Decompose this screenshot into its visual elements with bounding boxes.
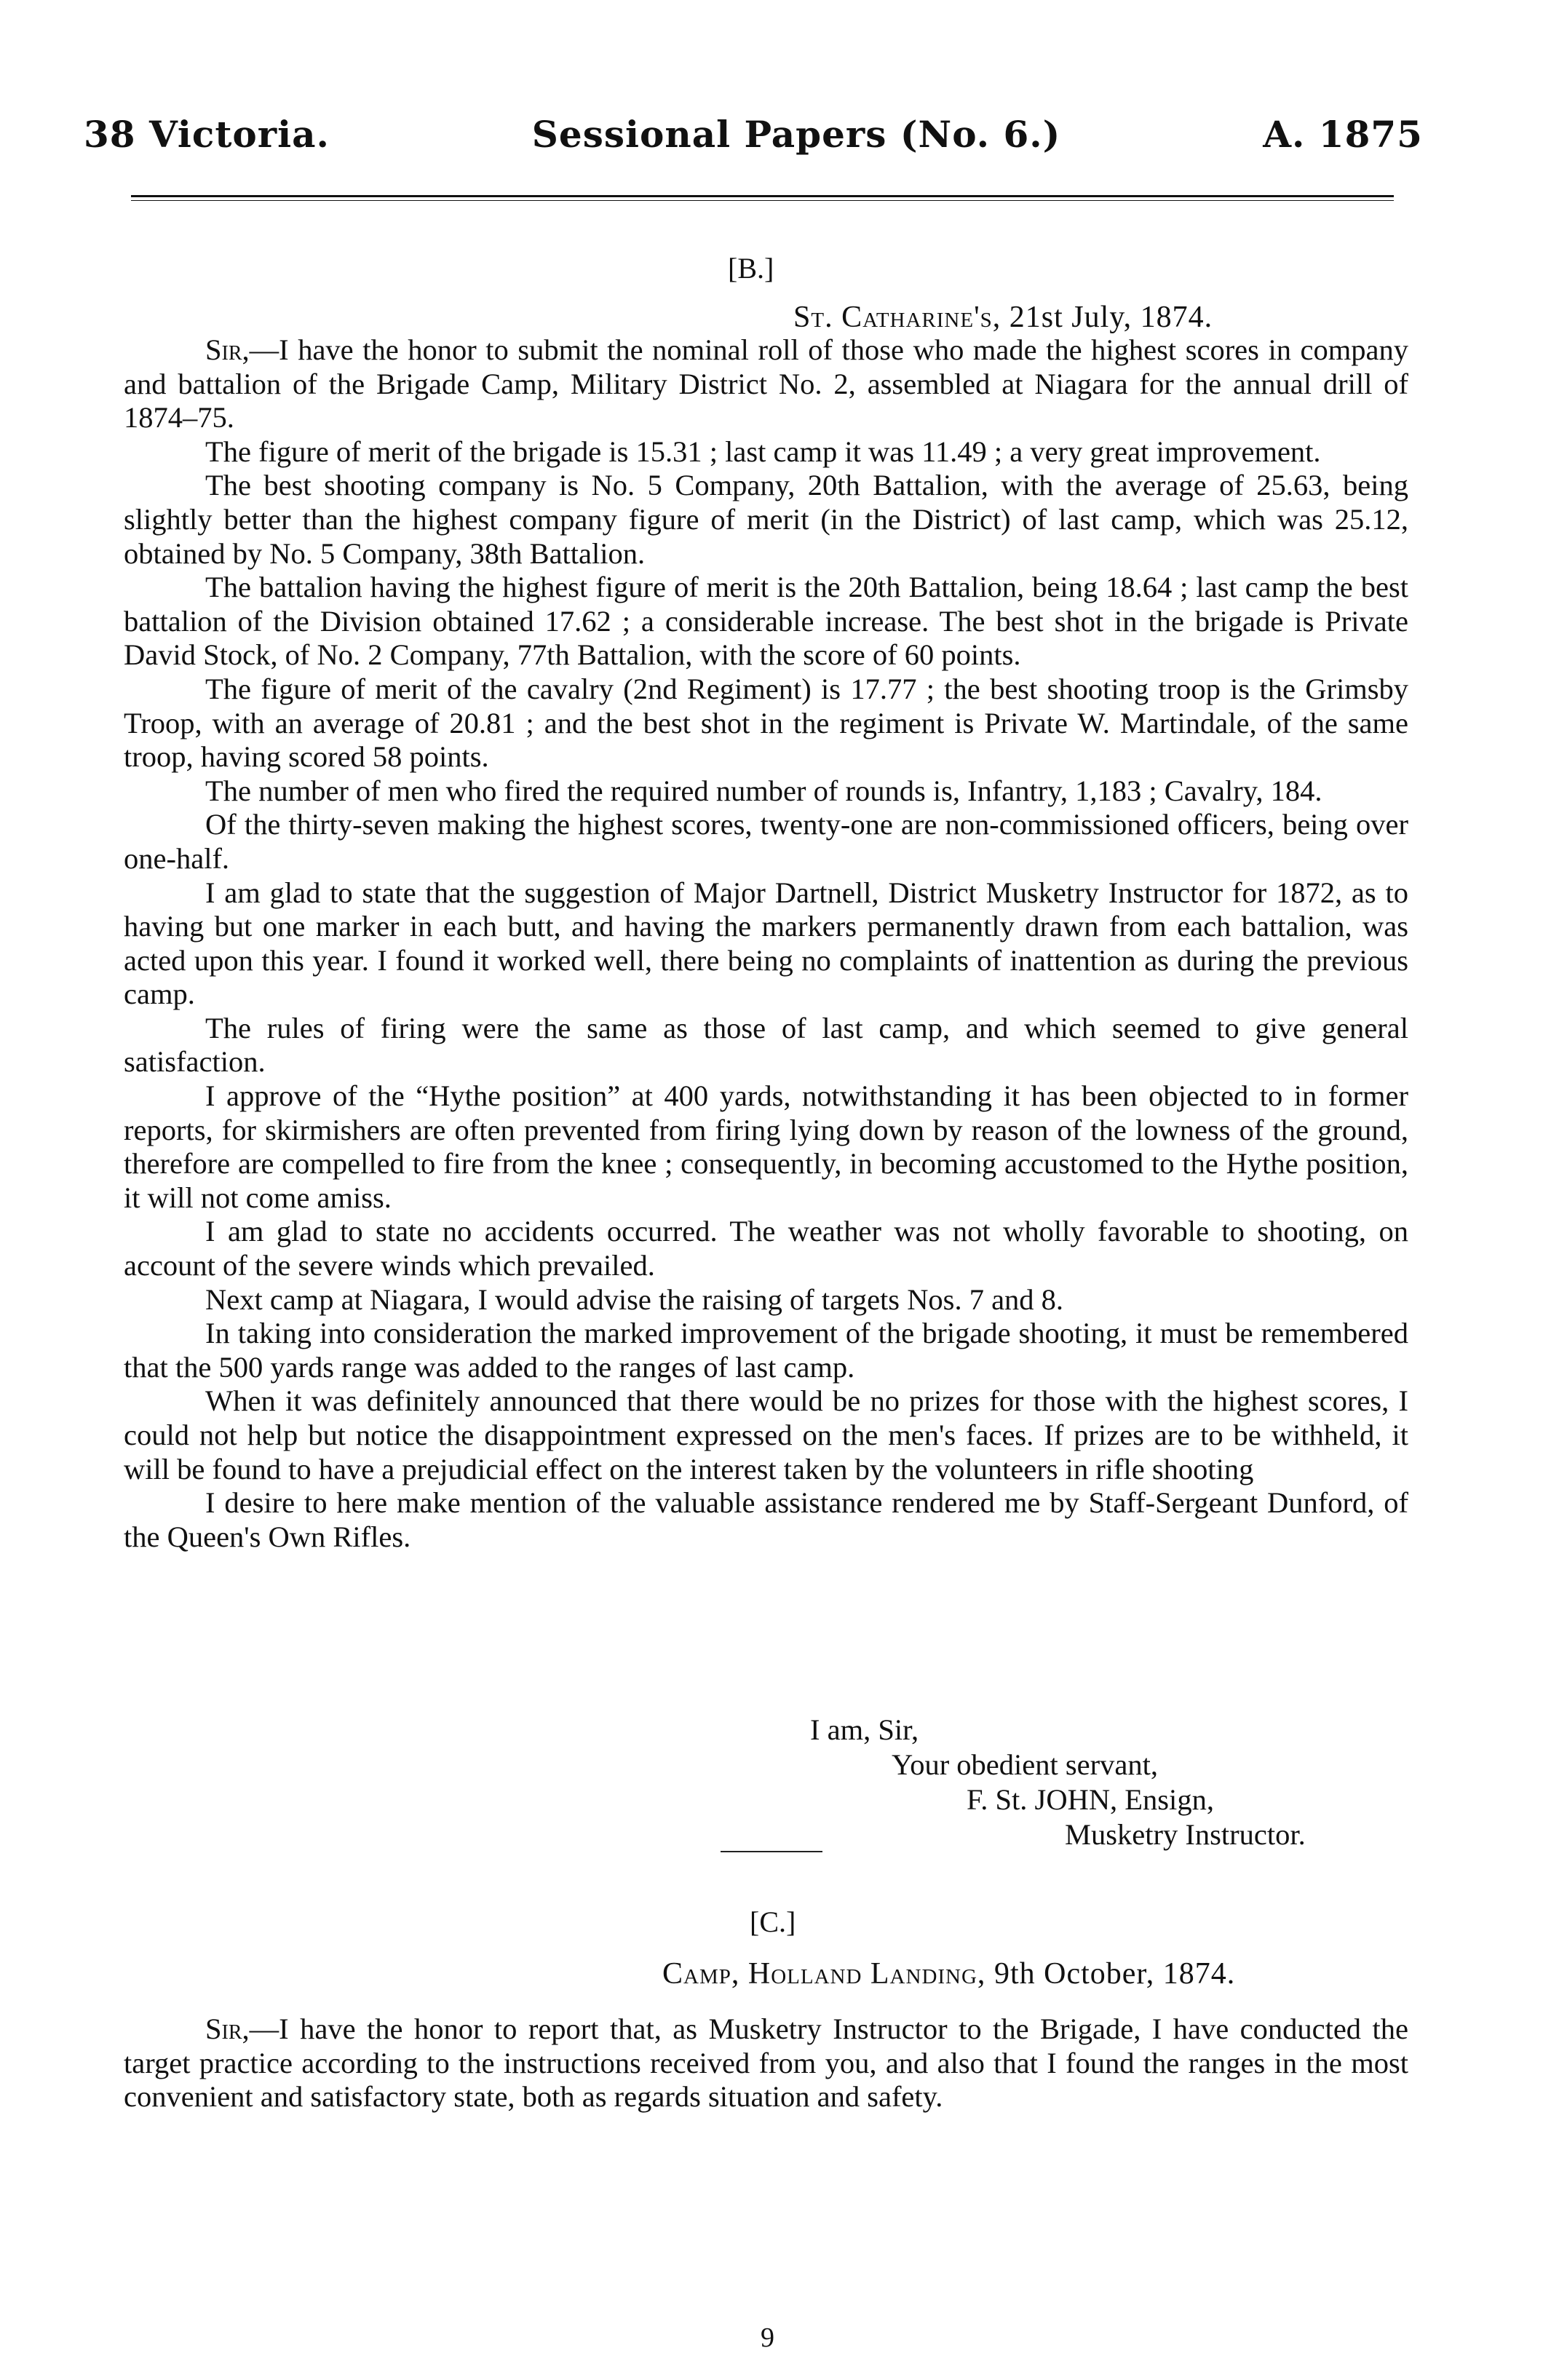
page-number: 9 (761, 2323, 774, 2353)
paragraph: Sir,—I have the honor to submit the nominal roll of those who made the highest scores in company and battalion of the Brigade Camp, Military District No. 2, assembled at Niagara for the annual drill of 1874–75. (124, 333, 1408, 435)
paragraph: The number of men who fired the required number of rounds is, Infantry, 1,183 ; Cavalry, 184. (205, 774, 1322, 807)
paragraph: Next camp at Niagara, I would advise the raising of targets Nos. 7 and 8. (205, 1282, 1064, 1316)
closing-line: I am, Sir, (810, 1713, 919, 1746)
header-sessional-papers: Sessional Papers (No. 6.) (531, 113, 1061, 156)
paragraph: The rules of firing were the same as those of last camp, and which seemed to give general satisfaction. (124, 1011, 1408, 1079)
paragraph: I desire to here make mention of the valuable assistance rendered me by Staff-Sergeant Dunford, of the Queen's Own Rifles. (124, 1486, 1408, 1553)
paragraph: In taking into consideration the marked improvement of the brigade shooting, it must be remembered that the 500 yards range was added to the ranges of last camp. (124, 1317, 1408, 1384)
closing-block (810, 1713, 1306, 1852)
dateline-b-place: St. Catharine's, (793, 301, 1001, 334)
header-volume: 38 Victoria. (84, 113, 330, 156)
letter-b-body (124, 333, 1408, 1554)
section-mark-c: [C.] (750, 1905, 796, 1938)
header-rule (131, 195, 1394, 201)
paragraph: Of the thirty-seven making the highest scores, twenty-one are non-commissioned officers, being over one-half. (124, 808, 1408, 875)
signature-title: Musketry Instructor. (1065, 1818, 1306, 1851)
signature-name: F. St. JOHN, Ensign, (967, 1783, 1214, 1816)
closing-line: Your obedient servant, (892, 1748, 1158, 1781)
paragraph: I am glad to state no accidents occurred. The weather was not wholly favorable to shooting, on account of the severe winds which prevailed. (124, 1215, 1408, 1282)
paragraph: Sir,—I have the honor to report that, as Musketry Instructor to the Brigade, I have conducted the target practice according to the instructions received from you, and also that I found the ranges in the most convenient and satisfactory state, both as regards situation and safety. (124, 2012, 1408, 2114)
section-mark-b: [B.] (728, 252, 774, 285)
paragraph: The best shooting company is No. 5 Company, 20th Battalion, with the average of 25.63, being slightly better than the highest company figure of merit (in the District) of last camp, which was 25.12, obtained by No. 5 Company, 38th Battalion. (124, 469, 1408, 570)
header-year: A. 1875 (1263, 113, 1423, 156)
letter-c-body (124, 2012, 1408, 2114)
dateline-c (662, 1956, 1235, 1991)
paragraph: The figure of merit of the brigade is 15.31 ; last camp it was 11.49 ; a very great improvement. (205, 435, 1321, 468)
dateline-c-date: 9th October, 1874. (985, 1957, 1236, 1991)
running-header (84, 113, 1423, 156)
section-divider (721, 1851, 822, 1852)
salutation: Sir, (205, 2012, 250, 2045)
paragraph: The battalion having the highest figure of merit is the 20th Battalion, being 18.64 ; last camp the best battalion of the Division obtained 17.62 ; a considerable increase. The best shot in the brigade is Private David Stock, of No. 2 Company, 77th Battalion, with the score of 60 points. (124, 571, 1408, 672)
paragraph: I am glad to state that the suggestion of Major Dartnell, District Musketry Instructor for 1872, as to having but one marker in each butt, and having the markers permanently drawn from each battalion, was acted upon this year. I found it worked well, there being no complaints of inattention as during the previous camp. (124, 876, 1408, 1011)
dateline-c-place: Camp, Holland Landing, (662, 1957, 986, 1991)
paragraph: The figure of merit of the cavalry (2nd Regiment) is 17.77 ; the best shooting troop is the Grimsby Troop, with an average of 20.81 ; and the best shot in the regiment is Private W. Martindale, of the same troop, having scored 58 points. (124, 672, 1408, 774)
dateline-b-date: 21st July, 1874. (1001, 301, 1213, 334)
paragraph: When it was definitely announced that there would be no prizes for those with the highest scores, I could not help but notice the disappointment expressed on the men's faces. If prizes are to be withheld, it will be found to have a prejudicial effect on the interest taken by the volunteers in rifle shooting (124, 1384, 1408, 1485)
dateline-b (793, 300, 1213, 335)
paragraph: I approve of the “Hythe position” at 400 yards, notwithstanding it has been objected to in former reports, for skirmishers are often prevented from firing lying down by reason of the lowness of the ground, therefore are compelled to fire from the knee ; consequently, in becoming accustomed to the Hythe position, it will not come amiss. (124, 1079, 1408, 1214)
salutation: Sir, (205, 333, 250, 366)
